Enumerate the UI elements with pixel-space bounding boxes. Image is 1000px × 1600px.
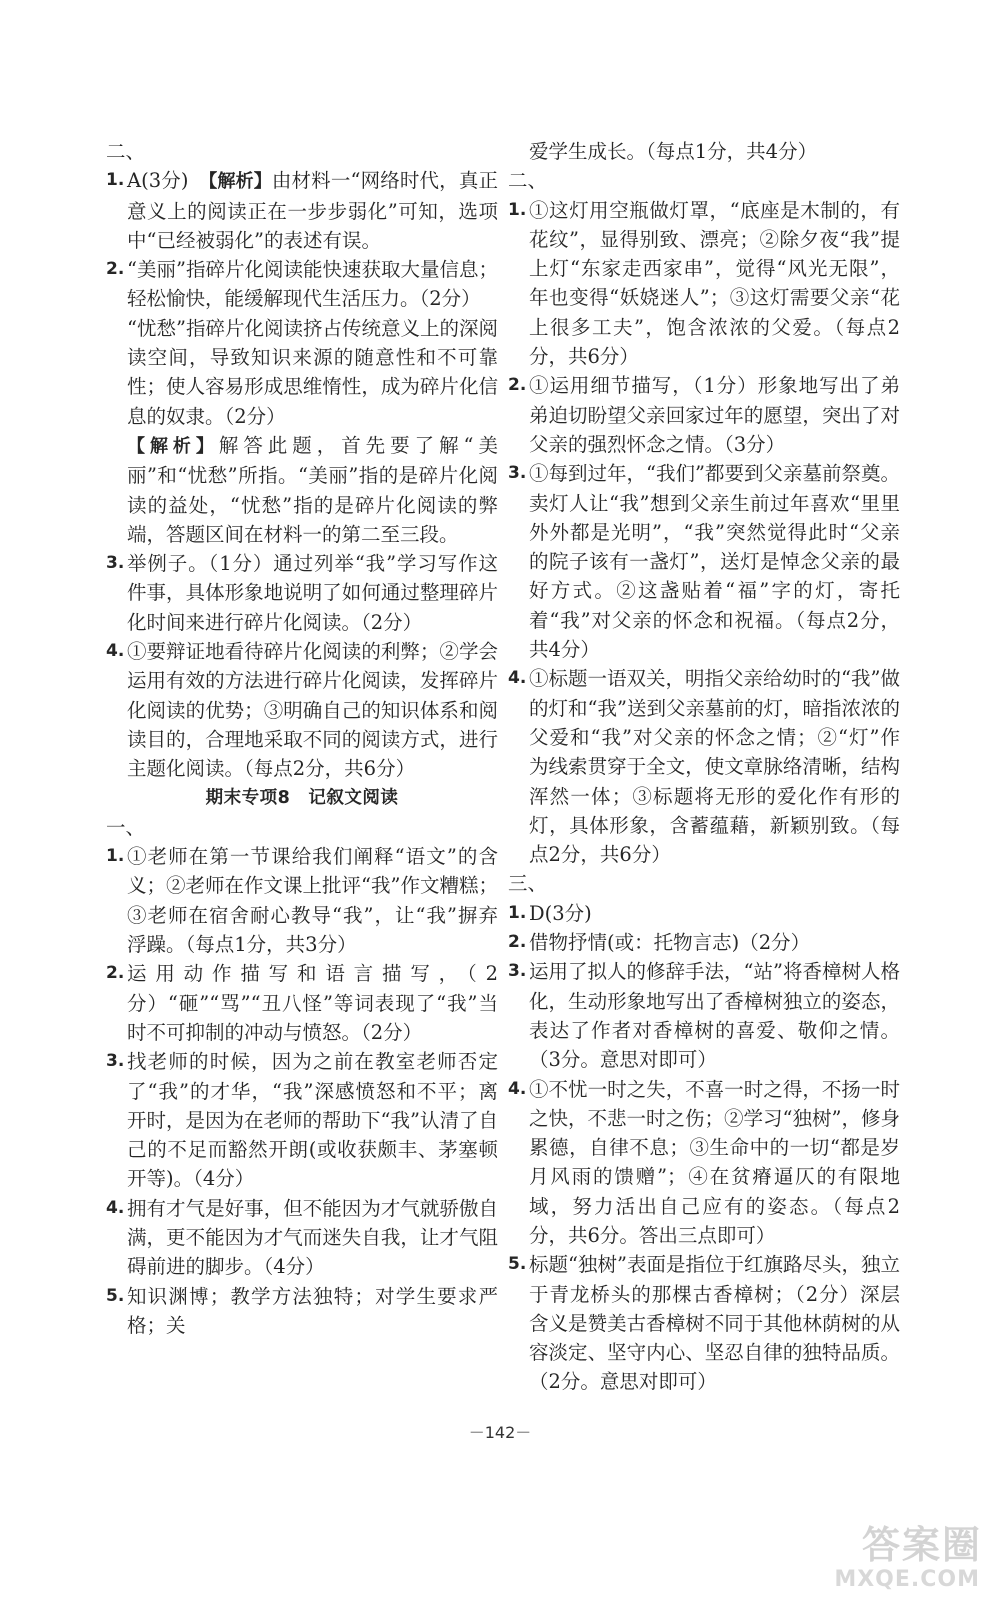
item-number: 2. (106, 963, 125, 984)
item-text (106, 431, 498, 549)
item-number: 1. (106, 846, 125, 867)
left-column (106, 137, 498, 1340)
item-text: “忧愁”指碎片化阅读挤占传统意义上的深阅读空间，导致知识来源的随意性和不可靠性；使人容易形成思维惰性，成为碎片化信息的奴隶。（2分） (127, 316, 498, 428)
watermark-logo (802, 1514, 982, 1592)
analysis-text: 由材料一“网络时代，真正意义上的阅读正在一步步弱化”可知，选项中“已经被弱化”的表述有误。 (127, 169, 498, 252)
item-number: 1. (508, 902, 527, 923)
item-text: ①标题一语双关，明指父亲给幼时的“我”做的灯和“我”送到父亲墓前的灯，暗指浓浓的父爱和“我”对父亲的怀念之情；②“灯”作为线索贯穿于全文，使文章脉络清晰，结构浑然一体；③标题将无形的爱化作有形的灯，具体形象，含蓄蕴藉，新颖别致。（每点2分，共6分） (529, 667, 900, 867)
analysis-text: 解答此题，首先要了解“美丽”和“忧愁”所指。“美丽”指的是碎片化阅读的益处，“忧愁”指的是碎片化阅读的弊端，答题区间在材料一的第二至三段。 (127, 433, 498, 546)
answer-choice: A(3分) (127, 169, 209, 193)
answer-item (508, 957, 900, 1074)
item-text: 举例子。（1分）通过列举“我”学习写作这件事，具体形象地说明了如何通过整理碎片化时间来进行碎片化阅读。（2分） (127, 552, 498, 634)
answer-item (508, 459, 900, 664)
item-number: 2. (106, 259, 125, 280)
item-number: 1. (508, 199, 527, 220)
answer-item (106, 959, 498, 1047)
item-number: 4. (106, 1197, 125, 1218)
answer-item (508, 1075, 900, 1251)
item-text: ①不忧一时之失，不喜一时之得，不扬一时之快，不悲一时之伤；②学习“独树”，修身累德，自律不息；③生命中的一切“都是岁月风雨的馈赠”；④在贫瘠逼仄的有限地域，努力活出自己应有的姿态。（每点2分，共6分。答出三点即可） (529, 1077, 900, 1247)
item-text: ①老师在第一节课给我们阐释“语文”的含义；②老师在作文课上批评“我”作文糟糕；③老师在宿舍耐心教导“我”，让“我”摒弃浮躁。（每点1分，共3分） (127, 845, 498, 957)
item-text: 拥有才气是好事，但不能因为才气就骄傲自满，更不能因为才气而迷失自我，让才气阻碍前进的脚步。（4分） (127, 1196, 498, 1279)
section-label: 二、 (508, 169, 548, 193)
answer-item (106, 166, 498, 255)
answer-item (508, 196, 900, 372)
item-text: ①每到过年，“我们”都要到父亲墓前祭奠。卖灯人让“我”想到父亲生前过年喜欢“里里外外都是光明”，“我”突然觉得此时“父亲的院子该有一盏灯”，送灯是悼念父亲的最好方式。②这盏贴着“福”字的灯，寄托着“我”对父亲的怀念和祝福。（每点2分，共4分） (529, 462, 900, 662)
item-number: 1. (106, 170, 125, 191)
item-text: 找老师的时候，因为之前在教室老师否定了“我”的才华，“我”深感愤怒和不平；离开时，是因为在老师的帮助下“我”认清了自己的不足而豁然开朗(或收获颇丰、茅塞顿开等)。（4分） (127, 1050, 498, 1191)
item-text: 运用动作描写和语言描写，（2分）“砸”“骂”“丑八怪”等词表现了“我”当时不可抑制的冲动与愤怒。（2分） (127, 962, 498, 1044)
item-number: 3. (106, 553, 125, 574)
item-text: 标题“独树”表面是指位于红旗路尽头，独立于青龙桥头的那棵古香樟树；（2分）深层含义是赞美古香樟树不同于其他林荫树的从容淡定、坚守内心、坚忍自律的独特品质。（2分。意思对即可） (529, 1253, 900, 1394)
answer-item (106, 1194, 498, 1282)
analysis-tag: 【解析】 (208, 171, 272, 193)
right-column (508, 137, 900, 1397)
section-heading: 期末专项8 记叙文阅读 (205, 787, 399, 808)
item-text: D(3分) (529, 901, 592, 925)
item-number: 3. (508, 961, 527, 982)
item-number: 2. (508, 932, 527, 953)
answer-item (508, 1250, 900, 1396)
answer-item (508, 664, 900, 869)
item-number: 4. (508, 1078, 527, 1099)
item-text: ①运用细节描写，（1分）形象地写出了弟弟迫切盼望父亲回家过年的愿望，突出了对父亲的强烈怀念之情。（3分） (529, 374, 900, 456)
watermark-logo-text: 答案圈 (861, 1523, 982, 1567)
answer-item (508, 371, 900, 459)
item-number: 5. (508, 1254, 527, 1275)
item-text: “美丽”指碎片化阅读能快速获取大量信息；轻松愉快，能缓解现代生活压力。（2分） (127, 258, 498, 311)
item-number: 3. (508, 463, 527, 484)
analysis-tag: 【解析】 (127, 435, 219, 457)
item-text: 借物抒情(或：托物言志)（2分） (529, 931, 811, 955)
answer-item (106, 1047, 498, 1193)
answer-item (106, 549, 498, 637)
item-text: ①这灯用空瓶做灯罩，“底座是木制的，有花纹”，显得别致、漂亮；②除夕夜“我”提上灯“东家走西家串”，觉得“风光无限”，年也变得“妖娆迷人”；③这灯需要父亲“花上很多工夫”，饱含浓浓的父爱。（每点2分，共6分） (529, 198, 900, 369)
answer-item (508, 928, 900, 957)
item-number: 4. (508, 668, 527, 689)
item-text: 知识渊博；教学方法独特；对学生要求严格；关 (127, 1284, 498, 1337)
answer-item (106, 637, 498, 783)
watermark-url: MXQE.COM (834, 1567, 980, 1592)
item-number: 2. (508, 375, 527, 396)
answer-item (106, 842, 498, 959)
answer-item (106, 1282, 498, 1341)
section-label: 一、 (106, 815, 146, 839)
item-number: 3. (106, 1051, 125, 1072)
item-text: ①要辩证地看待碎片化阅读的利弊；②学会运用有效的方法进行碎片化阅读，发挥碎片化阅读的优势；③明确自己的知识体系和阅读目的，合理地采取不同的阅读方式，进行主题化阅读。（每点2分，共6分） (127, 640, 498, 781)
item-text: 运用了拟人的修辞手法，“站”将香樟树人格化，生动形象地写出了香樟树独立的姿态，表达了作者对香樟树的喜爱、敬仰之情。（3分。意思对即可） (529, 960, 900, 1072)
item-number: 4. (106, 641, 125, 662)
page-number: －142－ (468, 1423, 532, 1442)
continued-text: 爱学生成长。（每点1分，共4分） (529, 140, 818, 163)
section-label: 三、 (508, 872, 548, 896)
section-label: 二、 (106, 140, 146, 163)
item-text (127, 166, 498, 255)
answer-item (508, 899, 900, 928)
item-number: 5. (106, 1285, 125, 1306)
answer-item (106, 255, 498, 314)
